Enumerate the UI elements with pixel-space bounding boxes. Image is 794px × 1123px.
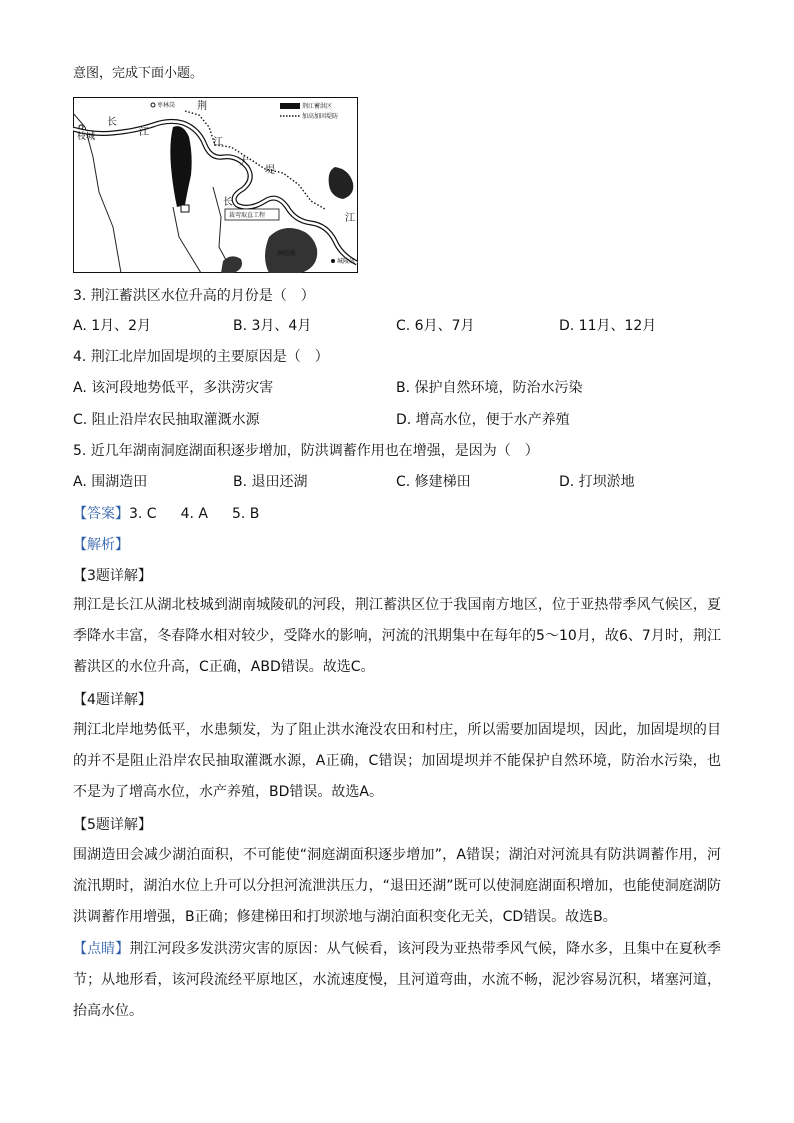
label-zhicheng: 枝城 <box>77 132 96 142</box>
legend-flood-area: 荆江蓄洪区 <box>302 103 333 110</box>
question-3-option-b: B. 3月、4月 <box>233 318 312 334</box>
label-dongting: 洞庭湖 <box>277 250 296 257</box>
answer-5: 5. B <box>231 506 260 522</box>
question-5-stem: 5. 近几年湖南洞庭湖面积逐步增加，防洪调蓄作用也在增强，是因为（ ） <box>73 443 539 459</box>
detail-3-text: 荆江是长江从湖北枝城到湖南城陵矶的河段，荆江蓄洪区位于我国南方地区，位于亚热带季风气候区，夏季降水丰富，冬春降水相对较少，受降水的影响，河流的汛期集中在每年的5～10月，故6、7月时，荆江蓄洪区的水位升高，C正确，ABD错误。故选C。 <box>73 597 721 675</box>
analysis-label: 【解析】 <box>73 537 129 553</box>
question-3-option-a: A. 1月、2月 <box>73 318 152 334</box>
tip-paragraph <box>73 934 721 1027</box>
question-3-option-c: C. 6月、7月 <box>396 318 475 334</box>
detail-4-text: 荆江北岸地势低平，水患频发，为了阻止洪水淹没农田和村庄，所以需要加固堤坝，因此，加固堤坝的目的并不是阻止沿岸农民抽取灌溉水源，A正确，C错误；加固堤坝并不能保护自然环境，防治水污染，也不是为了增高水位，水产养殖，BD错误。故选A。 <box>73 722 721 800</box>
intro-text: 意图，完成下面小题。 <box>73 66 204 81</box>
answer-3: 3. C <box>129 506 157 522</box>
question-4-stem: 4. 荆江北岸加固堤坝的主要原因是（ ） <box>73 349 329 365</box>
label-jing: 荆 <box>197 101 207 112</box>
detail-5-text: 围湖造田会减少湖泊面积，不可能使“洞庭湖面积逐步增加”，A错误；湖泊对河流具有防洪调蓄作用，河流汛期时，湖泊水位上升可以分担河流泄洪压力，“退田还湖”既可以使洞庭湖面积增加，也能使洞庭湖防洪调蓄作用增强，B正确；修建梯田和打坝淤地与湖泊面积变化无关，CD错误。故选B。 <box>73 847 721 925</box>
label-chenglingji: 城陵矶 <box>337 258 356 265</box>
label-project: 裁弯取直工程 <box>229 212 266 219</box>
question-5-option-a: A. 围湖造田 <box>73 474 148 490</box>
question-5-option-d: D. 打坝淤地 <box>559 474 635 490</box>
answer-row <box>73 505 259 523</box>
tip-label: 【点睛】 <box>73 941 130 957</box>
question-5-option-c: C. 修建梯田 <box>396 474 471 490</box>
label-chang2: 长 <box>223 197 233 208</box>
label-jiang2: 江 <box>213 137 223 148</box>
question-3-stem: 3. 荆江蓄洪区水位升高的月份是（ ） <box>73 288 315 304</box>
answer-label: 【答案】 <box>73 506 129 522</box>
detail-3-heading: 【3题详解】 <box>73 568 152 584</box>
label-zaolinggang: 枣林岗 <box>157 102 176 109</box>
answer-4: 4. A <box>180 506 208 522</box>
question-4-option-a: A. 该河段地势低平，多洪涝灾害 <box>73 380 274 396</box>
question-3-option-d: D. 11月、12月 <box>559 318 657 334</box>
question-4-option-b: B. 保护自然环境，防治水污染 <box>396 380 583 396</box>
question-4-option-c: C. 阻止沿岸农民抽取灌溉水源 <box>73 412 260 428</box>
question-4-option-d: D. 增高水位，便于水产养殖 <box>396 412 570 428</box>
label-ti: 堤 <box>265 165 275 176</box>
legend-dike: 加高加固堤防 <box>302 113 339 120</box>
label-da: 大 <box>239 157 249 168</box>
label-jiang3: 江 <box>345 213 355 224</box>
detail-4-heading: 【4题详解】 <box>73 692 152 708</box>
jingjiang-map <box>73 97 358 273</box>
detail-5-heading: 【5题详解】 <box>73 817 152 833</box>
label-jiang1: 江 <box>139 127 149 138</box>
question-5-option-b: B. 退田还湖 <box>233 474 308 490</box>
tip-text: 荆江河段多发洪涝灾害的原因：从气候看，该河段为亚热带季风气候，降水多，且集中在夏秋季节；从地形看，该河段流经平原地区，水流速度慢，且河道弯曲，水流不畅，泥沙容易沉积，堵塞河道，抬高水位。 <box>73 941 722 1019</box>
label-chang1: 长 <box>107 117 117 128</box>
